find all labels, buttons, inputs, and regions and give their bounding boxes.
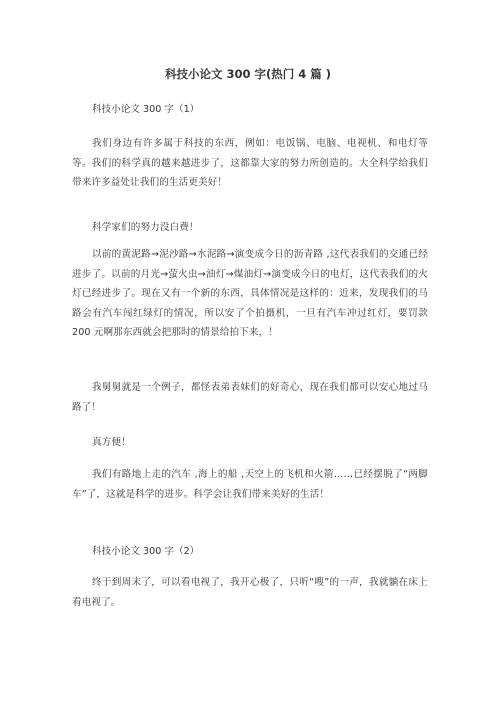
document-title: 科技小论文 300 字(热门 4 篇 ) [164,67,332,81]
essay-1-heading: 科技小论文 300 字（1） [92,104,200,115]
essay-1-paragraph-4: 我舅舅就是一个例子，都怪表弟表妹们的好奇心，现在我们都可以安心地过马路了！ [72,382,428,413]
essay-2-heading: 科技小论文 300 字（2） [92,546,200,557]
essay-1-paragraph-2: 科学家们的努力没白费！ [92,222,199,233]
essay-1-paragraph-1: 我们身边有许多属于科技的东西，例如：电饭锅、电脑、电视机、和电灯等等。我们的科学真的越来越进步了，这都靠大家的努力所创造的。大全科学给我们带来许多益处让我们的生活更美好！ [72,138,428,188]
essay-1-paragraph-3: 以前的黄泥路→泥沙路→水泥路→演变成今日的沥青路 ,这代表我们的交通已经进步了。以前的月光→萤火虫→油灯→煤油灯→演变成今日的电灯，这代表我们的火灯已经进步了。现在又有一个新的东西，具体情况是这样的：近来，发现我们的马路会有汽车闯红绿灯的情况，所以安了个拍摄机，一旦有汽车冲过红灯，要罚款 200 元啊那东西就会把那时的情景给拍下来，！ [72,249,428,338]
essay-1-paragraph-6: 我们有路地上走的汽车 ,海上的船 ,天空上的飞机和火箭……已经摆脱了“两脚车”了，这就是科学的进步。科学会让我们带来美好的生活！ [72,469,428,500]
essay-1-paragraph-5: 真方便！ [92,437,131,448]
essay-2-paragraph-1: 终于到周末了，可以看电视了，我开心极了，只听“嗖”的一声，我就躺在床上看电视了。 [72,577,428,608]
